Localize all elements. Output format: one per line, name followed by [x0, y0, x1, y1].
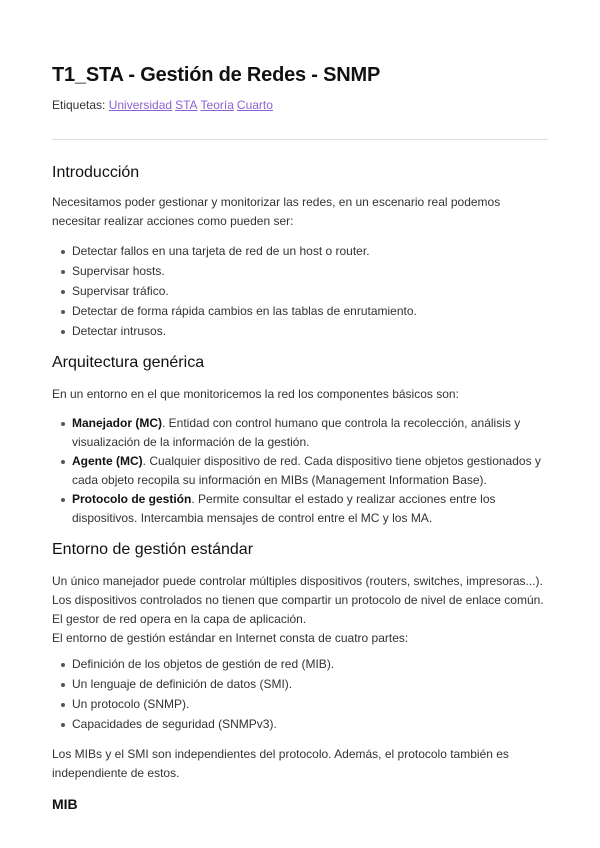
- tag-link-universidad[interactable]: Universidad: [108, 98, 173, 112]
- bullet-icon: [61, 422, 65, 426]
- tags-label: Etiquetas:: [52, 98, 106, 112]
- std-paragraph: [52, 572, 552, 648]
- list-item: [52, 695, 552, 714]
- list-item: [52, 322, 552, 341]
- bullet-icon: [61, 723, 65, 727]
- list-item-text: Capacidades de seguridad (SNMPv3).: [72, 717, 277, 731]
- list-item-text: . Cualquier dispositivo de red. Cada dispositivo tiene objetos gestionados y: [142, 454, 541, 468]
- term-protocolo: Protocolo de gestión: [72, 492, 192, 506]
- bullet-icon: [61, 250, 65, 254]
- list-item: [52, 655, 552, 674]
- intro-text-line-1: Necesitamos poder gestionar y monitorizar las redes, en un escenario real podemos: [52, 195, 501, 209]
- bullet-icon: [61, 703, 65, 707]
- std-line-1: Un único manejador puede controlar múltiples dispositivos (routers, switches, impresoras...).: [52, 574, 543, 588]
- arch-paragraph: En un entorno en el que monitoricemos la red los componentes básicos son:: [52, 387, 459, 401]
- list-item-text: Supervisar hosts.: [72, 264, 165, 278]
- heading-mib: MIB: [52, 796, 78, 812]
- bullet-icon: [61, 290, 65, 294]
- list-item-text: . Entidad con control humano que controla la recolección, análisis y: [162, 416, 521, 430]
- bullet-icon: [61, 330, 65, 334]
- list-item: [52, 490, 552, 528]
- list-item-text: Detectar fallos en una tarjeta de red de un host o router.: [72, 244, 370, 258]
- list-item-text: Definición de los objetos de gestión de red (MIB).: [72, 657, 335, 671]
- std-line-4: El entorno de gestión estándar en Internet consta de cuatro partes:: [52, 631, 409, 645]
- list-item: [52, 302, 552, 321]
- std-list: [52, 655, 552, 735]
- term-agente: Agente (MC): [72, 454, 143, 468]
- heading-introduccion: Introducción: [52, 164, 140, 181]
- list-item: [52, 242, 552, 261]
- bullet-icon: [61, 683, 65, 687]
- list-item: [52, 262, 552, 281]
- list-item-text: Un lenguaje de definición de datos (SMI).: [72, 677, 293, 691]
- heading-arquitectura: Arquitectura genérica: [52, 354, 205, 371]
- list-item: [52, 282, 552, 301]
- arch-list: [52, 414, 552, 528]
- list-item: [52, 452, 552, 490]
- tag-link-teoria[interactable]: Teoría: [200, 98, 234, 112]
- list-item-text: . Permite consultar el estado y realizar acciones entre los: [191, 492, 496, 506]
- list-item-text: Supervisar tráfico.: [72, 284, 169, 298]
- list-item-text: cada objeto recopila su información en MIBs (Management Information Base).: [72, 473, 487, 487]
- intro-text-line-2: necesitar realizar acciones como pueden ser:: [52, 214, 294, 228]
- list-item-text: Detectar de forma rápida cambios en las tablas de enrutamiento.: [72, 304, 417, 318]
- list-item: [52, 715, 552, 734]
- tag-link-sta[interactable]: STA: [175, 98, 198, 112]
- list-item-text: Un protocolo (SNMP).: [72, 697, 190, 711]
- page-title: T1_STA - Gestión de Redes - SNMP: [52, 64, 381, 86]
- bullet-icon: [61, 460, 65, 464]
- tags-line: [52, 98, 276, 112]
- list-item-text: visualización de la información de la gestión.: [72, 435, 310, 449]
- std-line-3: El gestor de red opera en la capa de aplicación.: [52, 612, 307, 626]
- std-closing-line-1: Los MIBs y el SMI son independientes del protocolo. Además, el protocolo también es: [52, 747, 509, 761]
- tag-link-cuarto[interactable]: Cuarto: [236, 98, 273, 112]
- std-closing-line-2: independiente de estos.: [52, 766, 180, 780]
- list-item: [52, 675, 552, 694]
- heading-entorno-estandar: Entorno de gestión estándar: [52, 541, 254, 558]
- bullet-icon: [61, 498, 65, 502]
- list-item-text: dispositivos. Intercambia mensajes de control entre el MC y los MA.: [72, 511, 433, 525]
- std-line-2: Los dispositivos controlados no tienen que compartir un protocolo de nivel de enlace común.: [52, 593, 544, 607]
- divider: [52, 139, 548, 140]
- intro-list: [52, 242, 552, 342]
- list-item: [52, 414, 552, 452]
- std-closing-paragraph: [52, 745, 552, 783]
- bullet-icon: [61, 663, 65, 667]
- intro-paragraph: [52, 193, 552, 231]
- list-item-text: Detectar intrusos.: [72, 324, 167, 338]
- bullet-icon: [61, 270, 65, 274]
- term-manejador: Manejador (MC): [72, 416, 162, 430]
- bullet-icon: [61, 310, 65, 314]
